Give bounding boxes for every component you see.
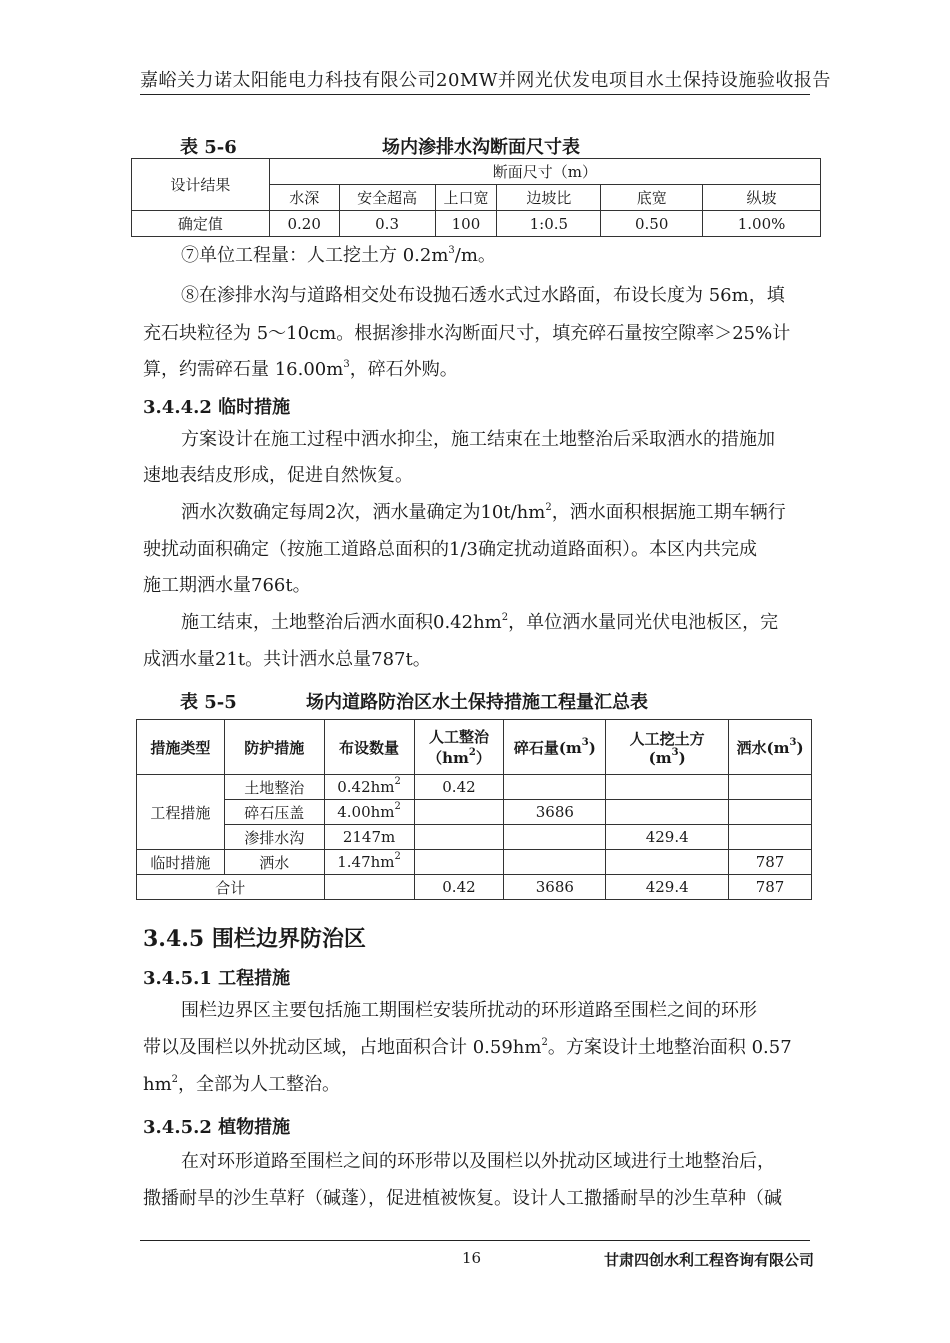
- table55-header-measure: 防护措施: [224, 720, 324, 775]
- table55-cell: [504, 825, 606, 850]
- footer-company: 甘肃四创水利工程咨询有限公司: [604, 1251, 815, 1269]
- section-3442-line: 驶扰动面积确定（按施工道路总面积的1/3确定扰动道路面积）。本区内共完成: [143, 539, 757, 560]
- heading-3-4-4-2: 3.4.4.2 临时措施: [143, 397, 291, 418]
- table55-cell: [729, 775, 812, 800]
- table55-cell: 0.42: [414, 875, 504, 900]
- table56-caption-title: 场内渗排水沟断面尺寸表: [382, 137, 580, 158]
- section-3442-line: [181, 503, 786, 523]
- table55-cell: 洒水: [224, 850, 324, 875]
- table56-cell: 100: [435, 211, 497, 237]
- page-number: 16: [462, 1249, 482, 1267]
- table55-cell: [324, 850, 414, 875]
- header-text: (m: [648, 748, 672, 767]
- section-3442-line: 施工期洒水量766t。: [143, 575, 311, 596]
- table-row: [137, 775, 812, 800]
- cell-text: 1.47hm: [337, 853, 395, 871]
- paragraph-8-line: 充石块粒径为 5～10cm。根据渗排水沟断面尺寸，填充碎石量按空隙率＞25%计: [143, 323, 791, 344]
- table55-header-manual-leveling: [414, 720, 504, 775]
- table55-cell: [504, 775, 606, 800]
- section-3451-line: [143, 1038, 792, 1058]
- table55-cell: 787: [729, 875, 812, 900]
- header-text: 碎石量(m: [513, 738, 582, 757]
- table56-cell: 1:0.5: [497, 211, 601, 237]
- paragraph-7: [181, 246, 496, 266]
- header-line: 人工整治: [428, 728, 489, 746]
- table55-cell: 429.4: [606, 875, 729, 900]
- superscript: 3: [789, 736, 797, 748]
- table55-cell: [729, 800, 812, 825]
- section-3451-text: 带以及围栏以外扰动区域，占地面积合计 0.59hm: [143, 1037, 542, 1058]
- table-row: [137, 850, 812, 875]
- paragraph-7-tail: /m。: [454, 245, 496, 266]
- cell-text: 2147m: [342, 828, 396, 846]
- table55-header-quantity: 布设数量: [324, 720, 414, 775]
- heading-3-4-5: 3.4.5 围栏边界防治区: [143, 926, 366, 952]
- table55-header-type: 措施类型: [137, 720, 225, 775]
- paragraph-8-line: [143, 360, 458, 380]
- table56-group-header: 断面尺寸（m）: [269, 159, 820, 185]
- paragraph-8-line: ⑧在渗排水沟与道路相交处布设抛石透水式过水路面，布设长度为 56m，填: [181, 285, 785, 306]
- table56-col-header: 纵坡: [703, 185, 821, 211]
- table55-cell: 土地整治: [224, 775, 324, 800]
- table56-col-header: 边坡比: [497, 185, 601, 211]
- superscript: 3: [448, 245, 455, 256]
- header-line: [606, 746, 728, 767]
- paragraph-8-line3-tail: ，碎石外购。: [349, 359, 458, 380]
- table55-cell: [504, 850, 606, 875]
- header-text: ): [796, 738, 804, 757]
- section-3452-line: 在对环形道路至围栏之间的环形带以及围栏以外扰动区域进行土地整治后，: [181, 1151, 775, 1172]
- table56-col-header: 上口宽: [435, 185, 497, 211]
- section-3442-text: ，洒水面积根据施工期车辆行: [551, 502, 786, 523]
- table55-cell: [414, 800, 504, 825]
- superscript: 2: [394, 776, 401, 787]
- cell-text: 4.00hm: [337, 803, 395, 821]
- table56-caption-number: 表 5-6: [180, 137, 237, 158]
- superscript: 3: [343, 359, 350, 370]
- table55-group-temporary: 临时措施: [137, 850, 225, 875]
- section-3451-line: 围栏边界区主要包括施工期围栏安装所扰动的环形道路至围栏之间的环形: [181, 1000, 757, 1021]
- table-row: [137, 825, 812, 850]
- header-text: ): [588, 738, 596, 757]
- superscript: 2: [545, 502, 552, 513]
- table55-cell: [324, 800, 414, 825]
- table55-group-engineering: 工程措施: [137, 775, 225, 850]
- table-row-total: [137, 875, 812, 900]
- table55-cell: [324, 775, 414, 800]
- superscript: 3: [581, 736, 589, 748]
- superscript: 2: [541, 1037, 548, 1048]
- table56-cell: 0.20: [269, 211, 339, 237]
- table55-header-earthwork: [606, 720, 729, 775]
- section-3451-line: [143, 1075, 340, 1095]
- table55-cell: 3686: [504, 875, 606, 900]
- section-3442-line: [181, 613, 778, 633]
- table55-cell: 787: [729, 850, 812, 875]
- table56-row-label-design: 设计结果: [132, 159, 270, 211]
- section-3442-line: 速地表结皮形成，促进自然恢复。: [143, 465, 413, 486]
- header-rule: [140, 94, 810, 95]
- section-3442-line: 成洒水量21t。共计洒水总量787t。: [143, 649, 431, 670]
- table56-col-header: 水深: [269, 185, 339, 211]
- superscript: 2: [501, 612, 509, 623]
- table56-cell: 0.50: [601, 211, 703, 237]
- section-3442-line: 方案设计在施工过程中洒水抑尘，施工结束在土地整治后采取洒水的措施加: [181, 429, 775, 450]
- table55-cell: 渗排水沟: [224, 825, 324, 850]
- table55-cell: 429.4: [606, 825, 729, 850]
- table55-cell: 0.42: [414, 775, 504, 800]
- header-text: ）: [475, 749, 491, 767]
- heading-3-4-5-1: 3.4.5.1 工程措施: [143, 968, 291, 989]
- table55-cell: [414, 825, 504, 850]
- header-line: [415, 747, 504, 768]
- table-5-5: [136, 719, 812, 900]
- table55-caption-number: 表 5-5: [180, 692, 237, 713]
- section-3442-text: ，单位洒水量同光伏电池板区，完: [508, 612, 779, 633]
- footer-rule: [140, 1240, 810, 1241]
- section-3451-text: ，全部为人工整治。: [178, 1074, 341, 1095]
- section-3451-text: 。方案设计土地整治面积 0.57: [547, 1037, 792, 1058]
- cell-text: 0.42hm: [337, 778, 395, 796]
- table55-header-water: [729, 720, 812, 775]
- table55-cell: [324, 825, 414, 850]
- table55-cell: [606, 800, 729, 825]
- section-3442-text: 施工结束，土地整治后洒水面积0.42hm: [181, 612, 502, 633]
- header-text: 洒水(m: [736, 738, 790, 757]
- superscript: 2: [171, 1074, 179, 1085]
- table56-row-label-value: 确定值: [132, 211, 270, 237]
- table56-col-header: 安全超高: [339, 185, 435, 211]
- table55-cell: [324, 875, 414, 900]
- section-3442-text: 洒水次数确定每周2次，洒水量确定为10t/hm: [181, 502, 546, 523]
- header-text: ): [678, 748, 686, 767]
- table55-total-label: 合计: [137, 875, 325, 900]
- superscript: 2: [394, 801, 401, 812]
- table55-cell: 3686: [504, 800, 606, 825]
- superscript: 2: [394, 851, 401, 862]
- header-line: 人工挖土方: [629, 729, 705, 748]
- superscript: 2: [468, 747, 476, 758]
- heading-3-4-5-2: 3.4.5.2 植物措施: [143, 1117, 291, 1138]
- paragraph-7-text: ⑦单位工程量：人工挖土方 0.2m: [181, 245, 449, 266]
- paragraph-8-line3-text: 算，约需碎石量 16.00m: [143, 359, 344, 380]
- table-5-6: [131, 158, 821, 237]
- header-text: （hm: [427, 749, 469, 767]
- table56-cell: 1.00%: [703, 211, 821, 237]
- section-3452-line: 撒播耐旱的沙生草籽（碱蓬），促进植被恢复。设计人工撒播耐旱的沙生草种（碱: [143, 1188, 782, 1209]
- table55-cell: 碎石压盖: [224, 800, 324, 825]
- table56-col-header: 底宽: [601, 185, 703, 211]
- table-row: [137, 800, 812, 825]
- superscript: 3: [671, 746, 679, 758]
- table55-cell: [606, 775, 729, 800]
- running-header: 嘉峪关力诺太阳能电力科技有限公司20MW并网光伏发电项目水土保持设施验收报告: [140, 70, 831, 91]
- table55-cell: [606, 850, 729, 875]
- table56-cell: 0.3: [339, 211, 435, 237]
- section-3451-text: hm: [143, 1074, 172, 1095]
- table55-cell: [414, 850, 504, 875]
- table55-caption-title: 场内道路防治区水土保持措施工程量汇总表: [306, 692, 648, 713]
- table55-header-gravel: [504, 720, 606, 775]
- table55-cell: [729, 825, 812, 850]
